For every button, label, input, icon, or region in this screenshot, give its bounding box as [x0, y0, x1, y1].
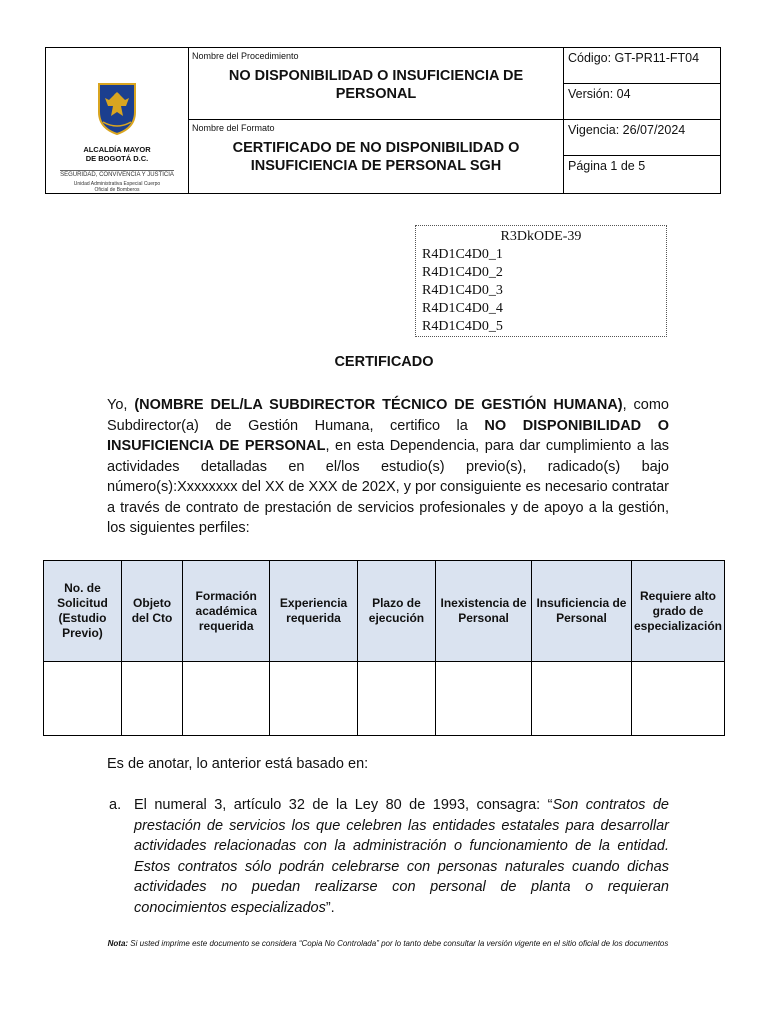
logo-line-4a: Unidad Administrativa Especial Cuerpo [73, 181, 161, 187]
list-item-text [134, 795, 669, 918]
validity-cell: Vigencia: 26/07/2024 [564, 120, 721, 156]
format-title: CERTIFICADO DE NO DISPONIBILIDAD O INSUFICIENCIA DE PERSONAL SGH [232, 140, 520, 174]
certification-paragraph [107, 395, 669, 539]
document-header [45, 47, 721, 193]
footer-note [100, 939, 676, 949]
logo-cell [46, 48, 189, 194]
text-run: , como Subdirector(a) de Gestión Humana, certifico la [107, 397, 670, 434]
table-cell[interactable] [436, 662, 532, 736]
code-line: R4D1C4D0_3 [422, 283, 503, 298]
table-cell[interactable] [357, 662, 435, 736]
table-header-row [44, 561, 725, 662]
table-cell[interactable] [183, 662, 270, 736]
bogota-coat-of-arms-icon [95, 82, 139, 136]
format-label: Nombre del Formato [192, 123, 275, 133]
logo-line-4b: Oficial de Bomberos [94, 187, 140, 193]
profiles-table [43, 560, 725, 736]
basis-paragraph: Es de anotar, lo anterior está basado en: [107, 756, 369, 772]
certificate-title: CERTIFICADO [334, 354, 434, 370]
subdirector-name-placeholder: (NOMBRE DEL/LA SUBDIRECTOR TÉCNICO DE GESTIÓN HUMANA) [134, 397, 623, 413]
column-header: Objeto del Cto [121, 561, 182, 662]
table-cell[interactable] [121, 662, 182, 736]
column-header: No. de Solicitud (Estudio Previo) [44, 561, 122, 662]
procedure-label: Nombre del Procedimiento [192, 51, 299, 61]
emphasis-text: NO DISPONIBILIDAD O INSUFICIENCIA DE PERSONAL [107, 417, 669, 454]
logo-line-1: ALCALDÍA MAYOR [83, 145, 151, 154]
procedure-title: NO DISPONIBILIDAD O INSUFICIENCIA DE PERSONAL [228, 68, 524, 102]
column-header: Requiere alto grado de especialización [631, 561, 724, 662]
column-header: Insuficiencia de Personal [532, 561, 632, 662]
code-line: R4D1C4D0_1 [422, 247, 503, 262]
format-cell [189, 120, 564, 194]
column-header: Plazo de ejecución [357, 561, 435, 662]
code-line: R4D1C4D0_2 [422, 265, 503, 280]
text-run: , en esta Dependencia, para dar cumplimiento a las actividades detalladas en el/los estudio(s) previo(s), radicado(s) bajo número(s):Xxxxxxxx del XX de XXX de 202X, y por consiguiente es necesario contratar a través de contrato de prestación de servicios profesionales y de apoyo a la gestión, los siguientes perfiles: [107, 438, 670, 536]
table-cell[interactable] [631, 662, 724, 736]
note-text: Si usted imprime este documento se considera “Copia No Controlada” por lo tanto debe consultar la versión vigente en el sitio oficial de los documentos [128, 939, 669, 948]
code-line: R3DkODE-39 [500, 229, 582, 244]
column-header: Formación académica requerida [183, 561, 270, 662]
code-box [415, 225, 667, 337]
table-cell[interactable] [270, 662, 358, 736]
logo-line-3: SEGURIDAD, CONVIVENCIA Y JUSTICIA [60, 172, 174, 178]
code-line: R4D1C4D0_5 [422, 319, 503, 334]
list-item [107, 795, 669, 918]
version-cell: Versión: 04 [564, 84, 721, 120]
note-label: Nota: [107, 939, 129, 948]
table-cell[interactable] [44, 662, 122, 736]
page-cell: Página 1 de 5 [564, 156, 721, 194]
column-header: Inexistencia de Personal [436, 561, 532, 662]
code-line: R4D1C4D0_4 [422, 301, 503, 316]
column-header: Experiencia requerida [270, 561, 358, 662]
text-run: ”. [325, 899, 335, 916]
law-quote: Son contratos de prestación de servicios los que celebren las entidades estatales para desarrollar actividades relacionadas con la administración o funcionamiento de la entidad. Estos contratos sólo podrán celebrarse con personas naturales cuando dichas actividades no puedan realizarse con personal de planta o requieran conocimientos especializados [134, 797, 669, 916]
table-cell[interactable] [532, 662, 632, 736]
list-marker: a. [109, 797, 122, 813]
text-run: Yo, [107, 397, 135, 413]
text-run: El numeral 3, artículo 32 de la Ley 80 de 1993, consagra: “ [134, 797, 553, 813]
logo-line-2: DE BOGOTÁ D.C. [85, 154, 149, 163]
code-cell: Código: GT-PR11-FT04 [564, 48, 721, 84]
table-row [44, 662, 725, 736]
procedure-cell [189, 48, 564, 120]
